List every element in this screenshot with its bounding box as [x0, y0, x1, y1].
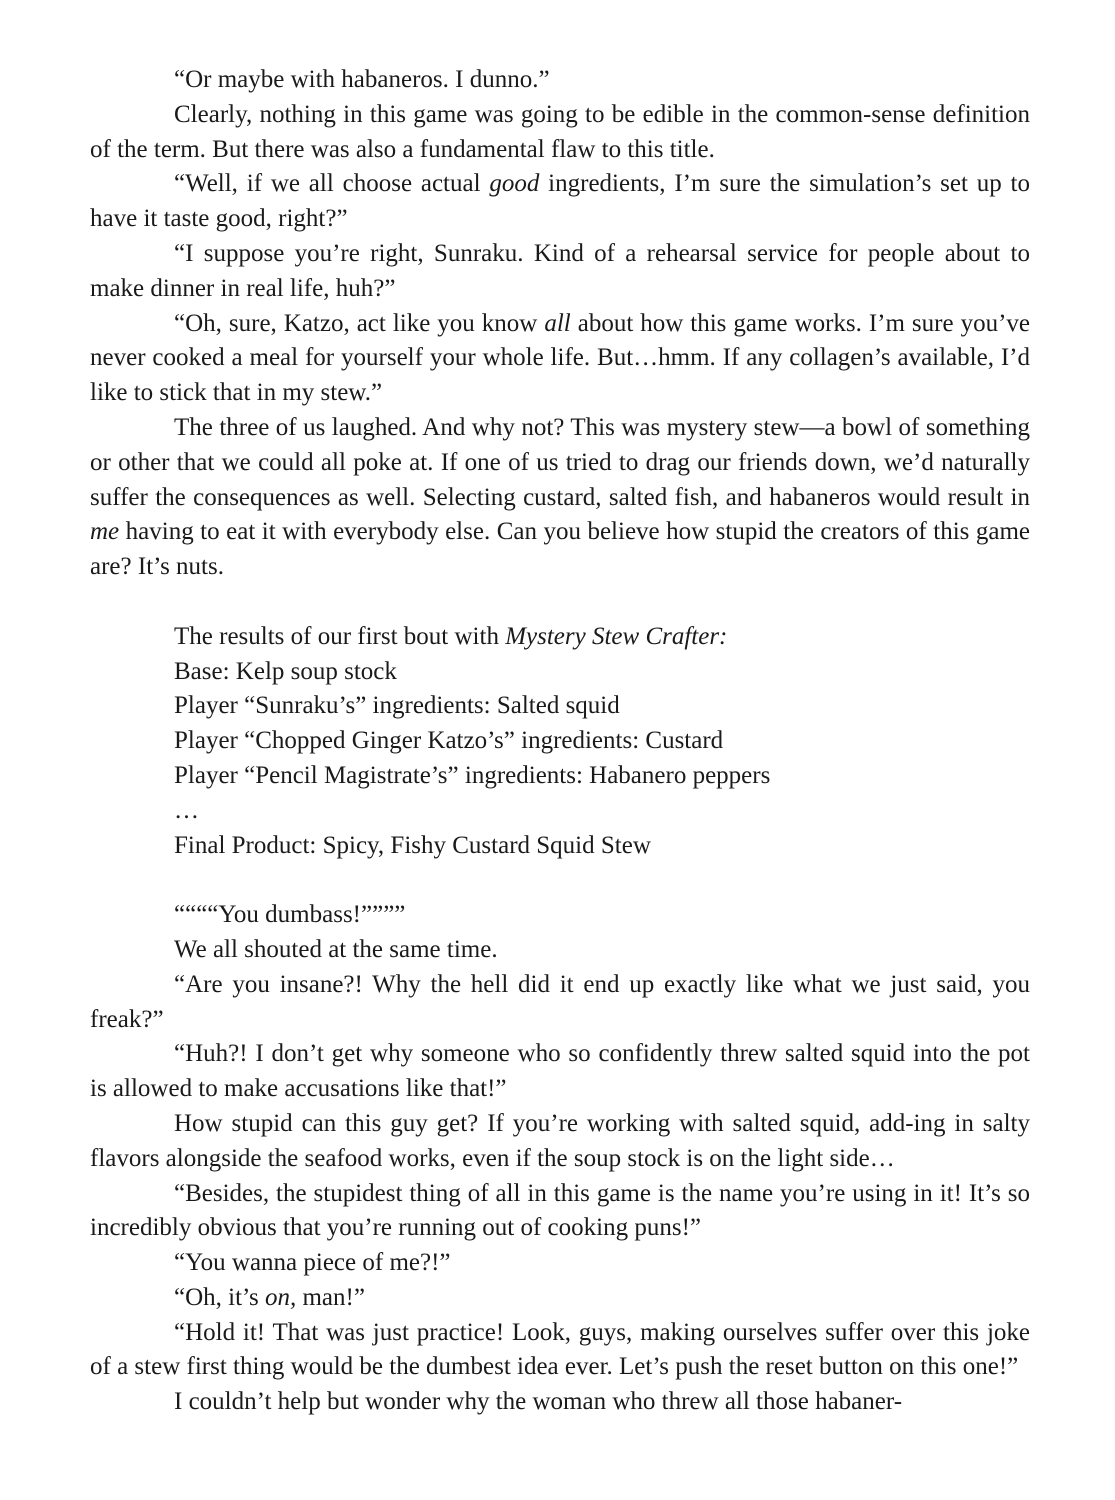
paragraph	[90, 1107, 1030, 1177]
paragraph-text: I couldn’t help but wonder why the woman who threw all those habaner-	[174, 1388, 903, 1416]
shout-line: ““““You dumbass!””””	[174, 901, 406, 929]
paragraph	[90, 1037, 1030, 1107]
emphasis-text: all	[544, 309, 571, 337]
paragraph-text: having to eat it with everybody else. Can you believe how stupid the creators of this game are? It’s nuts.	[90, 518, 1030, 581]
result-ellipsis: …	[174, 796, 199, 824]
paragraph	[90, 1246, 1030, 1281]
paragraph	[90, 1385, 1030, 1420]
paragraph-text: “Huh?! I don’t get why someone who so confidently threw salted squid into the pot is allowed to make accusations like that!”	[90, 1040, 1030, 1103]
emphasis-text: good	[489, 170, 540, 198]
paragraph-text: How stupid can this guy get? If you’re working with salted squid, add-ing in salty flavors alongside the seafood works, even if the soup stock is on the light side…	[90, 1109, 1030, 1172]
paragraph	[90, 1281, 1030, 1316]
narration-line: We all shouted at the same time.	[174, 935, 498, 963]
paragraph-text: “You wanna piece of me?!”	[174, 1249, 451, 1277]
paragraph-text: “Oh, it’s	[174, 1283, 265, 1311]
result-line: Player “Pencil Magistrate’s” ingredients: Habanero peppers	[174, 761, 771, 789]
paragraph-text: “Are you insane?! Why the hell did it end up exactly like what we just said, you freak?”	[90, 970, 1030, 1033]
paragraph-text: “I suppose you’re right, Sunraku. Kind of a rehearsal service for people about to make dinner in real life, huh?”	[90, 239, 1030, 302]
results-heading-prefix: The results of our first bout with	[174, 622, 506, 650]
paragraph	[90, 1177, 1030, 1247]
paragraph-text: ingredients, I’m sure the simulation’s set up to have it taste good, right?”	[90, 170, 1030, 233]
results-block	[90, 620, 1030, 864]
paragraph	[90, 968, 1030, 1038]
paragraph-text: man!”	[296, 1283, 365, 1311]
paragraph	[90, 307, 1030, 411]
paragraph	[90, 63, 1030, 98]
paragraph-text: Clearly, nothing in this game was going to be edible in the common-sense definition of the term. But there was also a fundamental flaw to this title.	[90, 100, 1030, 163]
book-page	[90, 63, 1030, 1420]
game-title: Mystery Stew Crafter:	[505, 622, 728, 650]
result-line: Base: Kelp soup stock	[174, 657, 397, 685]
paragraph-text: “Hold it! That was just practice! Look, guys, making ourselves suffer over this joke of a stew first thing would be the dumbest idea ever. Let’s push the reset button on this one!”	[90, 1318, 1030, 1381]
paragraph	[90, 167, 1030, 237]
section-gap	[90, 585, 1030, 620]
result-line: Player “Chopped Ginger Katzo’s” ingredients: Custard	[174, 727, 724, 755]
result-final-product: Final Product: Spicy, Fishy Custard Squid Stew	[174, 831, 651, 859]
paragraph-text: “Or maybe with habaneros. I dunno.”	[174, 66, 550, 93]
paragraph-text: The three of us laughed. And why not? This was mystery stew—a bowl of something or other that we could all poke at. If one of us tried to drag our friends down, we’d naturally suffer the consequences as well. Selecting custard, salted fish, and habaneros would result in	[90, 413, 1030, 511]
story-paragraphs-bottom	[90, 968, 1030, 1420]
emphasis-text: me	[90, 518, 120, 546]
result-line: Player “Sunraku’s” ingredients: Salted squid	[174, 692, 620, 720]
paragraph	[90, 98, 1030, 168]
story-paragraphs-top	[90, 63, 1030, 585]
paragraph	[90, 411, 1030, 585]
paragraph	[90, 1316, 1030, 1386]
paragraph-text: “Oh, sure, Katzo, act like you know	[174, 309, 545, 337]
section-gap	[90, 863, 1030, 898]
emphasis-text: on,	[264, 1283, 297, 1311]
results-heading	[90, 620, 1030, 655]
paragraph	[90, 237, 1030, 307]
paragraph-text: about how this game works. I’m sure you’ve never cooked a meal for yourself your whole life. But…hmm. If any collagen’s available, I’d like to stick that in my stew.”	[90, 309, 1030, 407]
paragraph-text: “Well, if we all choose actual	[174, 170, 490, 198]
paragraph-text: “Besides, the stupidest thing of all in this game is the name you’re using in it! It’s so incredibly obvious that you’re running out of cooking puns!”	[90, 1179, 1030, 1242]
